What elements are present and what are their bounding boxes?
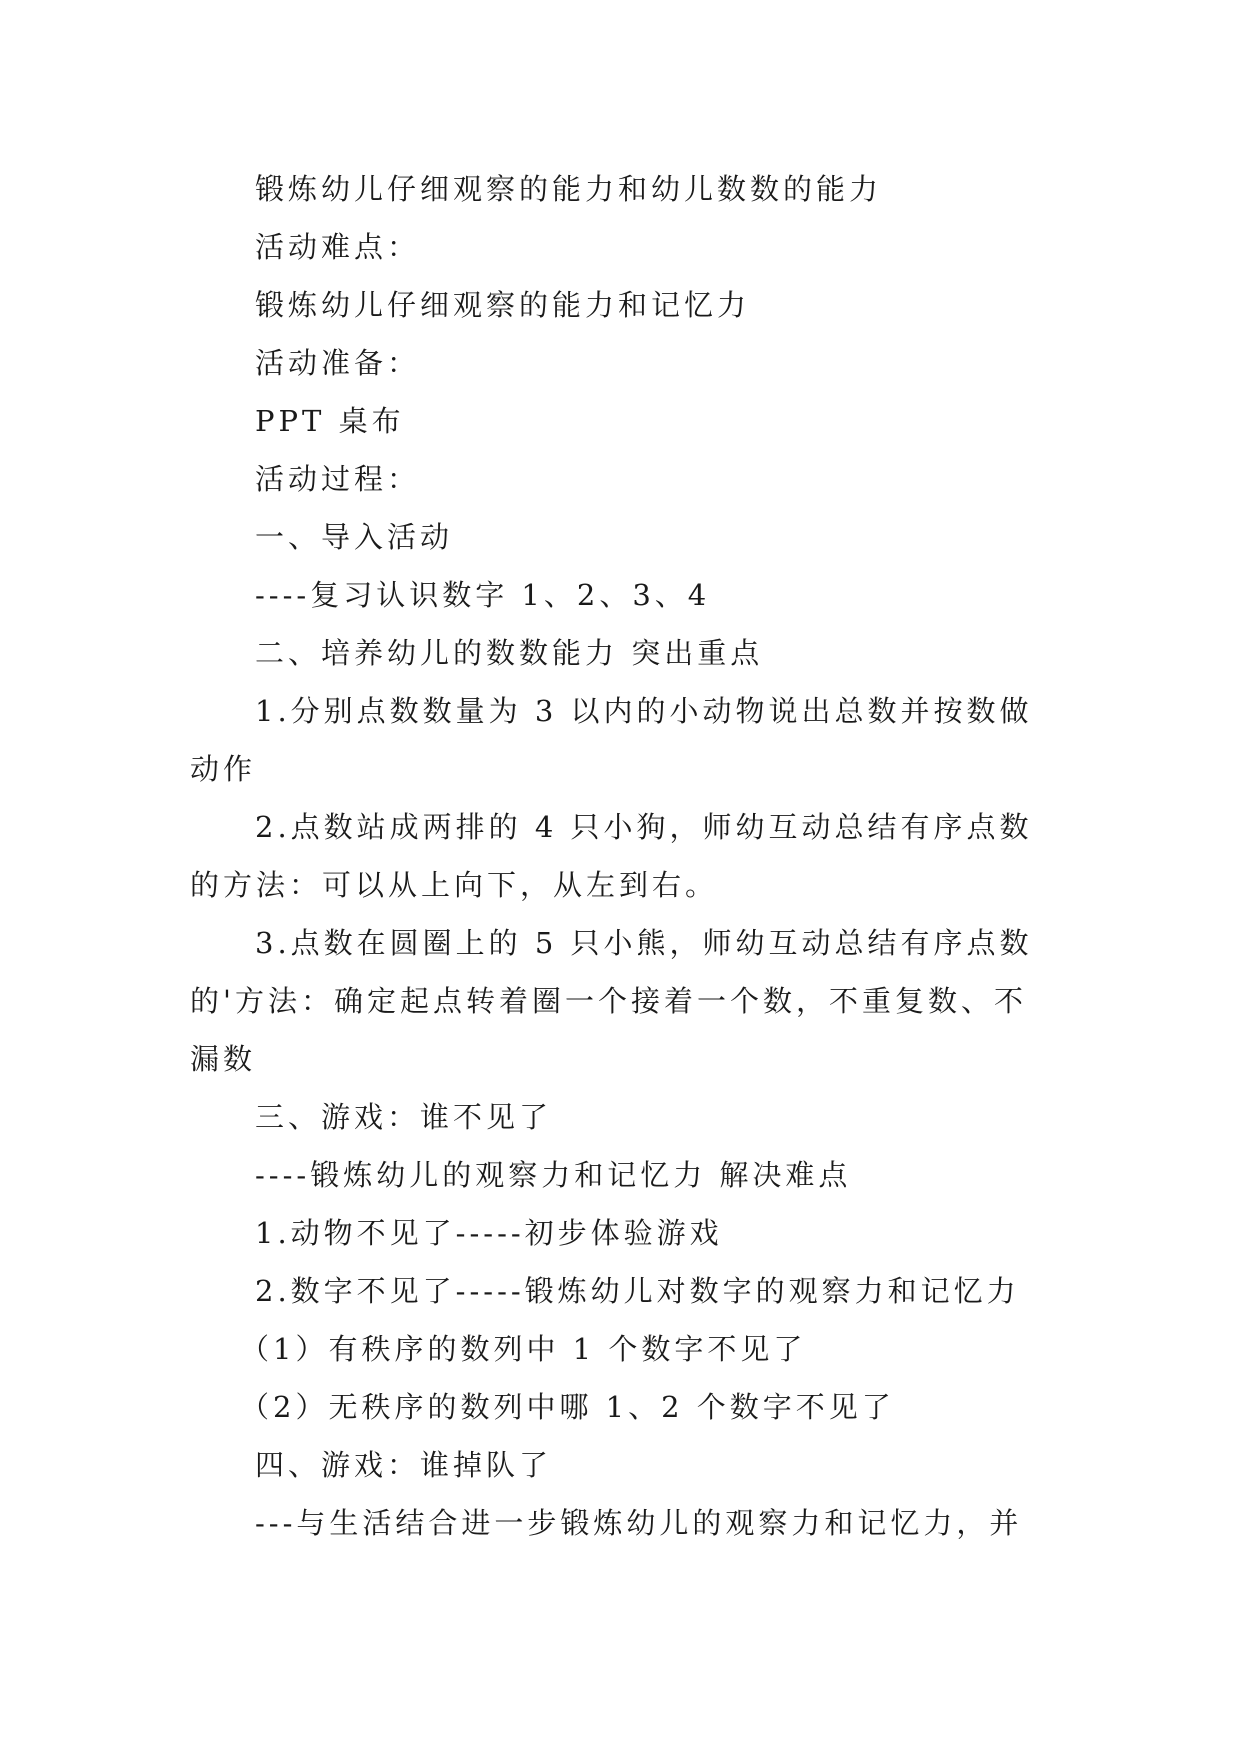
- section-heading: 活动过程：: [255, 462, 421, 496]
- step-heading: 二、培养幼儿的数数能力 突出重点: [255, 636, 764, 670]
- paragraph: ---与生活结合进一步锻炼幼儿的观察力和记忆力，并: [255, 1506, 1023, 1540]
- list-item: 1.动物不见了-----初步体验游戏: [255, 1216, 723, 1250]
- document-body: [190, 160, 1050, 1552]
- step-heading: 四、游戏：谁掉队了: [255, 1448, 553, 1482]
- paragraph: ----锻炼幼儿的观察力和记忆力 解决难点: [255, 1158, 852, 1192]
- paragraph: 锻炼幼儿仔细观察的能力和幼儿数数的能力: [255, 172, 883, 206]
- sub-list-item: （1）有秩序的数列中 1 个数字不见了: [240, 1332, 807, 1366]
- paragraph: PPT 桌布: [255, 404, 405, 438]
- sub-list-item: （2）无秩序的数列中哪 1、2 个数字不见了: [240, 1390, 895, 1424]
- step-heading: 三、游戏：谁不见了: [255, 1100, 553, 1134]
- list-item: 3.点数在圆圈上的 5 只小熊，师幼互动总结有序点数的'方法：确定起点转着圈一个接着一个数，不重复数、不漏数: [190, 926, 1033, 1076]
- section-heading: 活动准备：: [255, 346, 421, 380]
- step-heading: 一、导入活动: [255, 520, 454, 554]
- list-item: 1.分别点数数量为 3 以内的小动物说出总数并按数做动作: [190, 694, 1033, 786]
- section-heading: 活动难点：: [255, 230, 421, 264]
- list-item: 2.点数站成两排的 4 只小狗，师幼互动总结有序点数的方法：可以从上向下，从左到右。: [190, 810, 1033, 902]
- paragraph: ----复习认识数字 1、2、3、4: [255, 578, 711, 612]
- list-item: 2.数字不见了-----锻炼幼儿对数字的观察力和记忆力: [255, 1274, 1020, 1308]
- paragraph: 锻炼幼儿仔细观察的能力和记忆力: [255, 288, 751, 322]
